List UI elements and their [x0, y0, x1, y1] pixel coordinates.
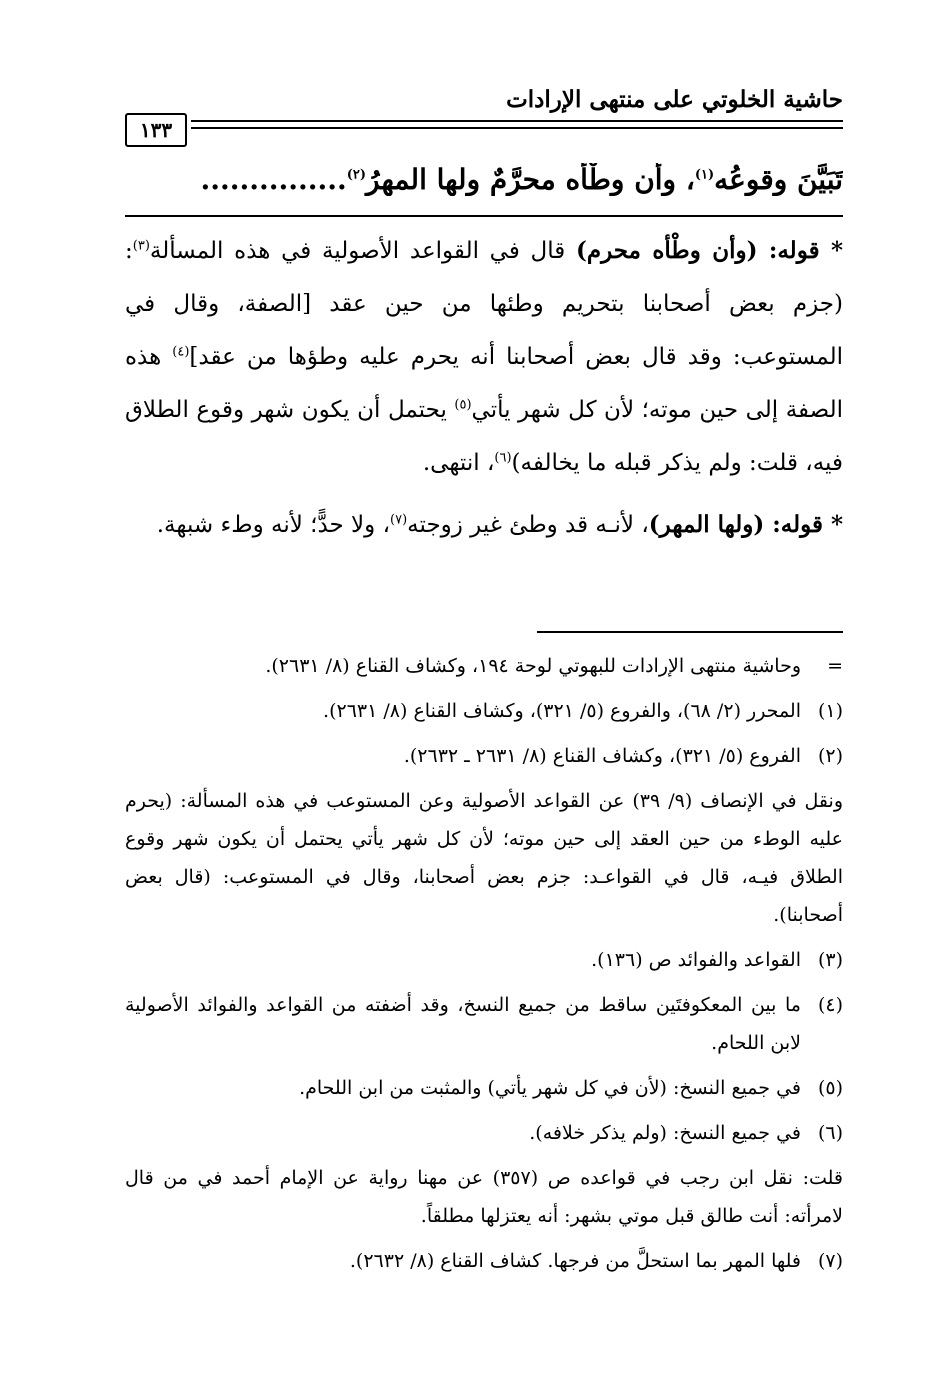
footnote-item	[125, 1114, 843, 1152]
footnote-ref: (٥)	[454, 397, 472, 413]
commentary-lemma: * قوله: (وأن وطْأه محرم)	[575, 237, 843, 264]
footnotes	[125, 647, 843, 1287]
commentary-text: : (جزم بعض أصحابنا بتحريم وطئها من حين عقد [الصفة، وقال في المستوعب: وقد قال بعض أصحابنا أنه يحرم عليه وطؤها من عقد]	[125, 238, 843, 370]
footnote-item	[125, 941, 843, 979]
commentary-text: قال في القواعد الأصولية في هذه المسألة	[149, 238, 576, 264]
footnote-number: (٧)	[817, 1250, 843, 1272]
footnote-text: في جميع النسخ: (ولم يذكر خلافه).	[529, 1122, 801, 1144]
matn-text	[125, 163, 843, 196]
footnote-ref: (٧)	[390, 512, 408, 528]
footnote-continuation: ونقل في الإنصاف (٩/ ٣٩) عن القواعد الأصولية وعن المستوعب في هذه المسألة: (يحرم عليه الوطء من حين العقد إلى حين موته؛ لأن كل شهر يأتي يحتمل أن يكون شهر وقوع الطلاق فيـه، قال في القواعـد: جزم بعض أصحابنا، وقال في المستوعب: (قال بعض أصحابنا).	[125, 790, 843, 926]
footnote-item	[125, 737, 843, 775]
footnote-ref: (٣)	[132, 238, 150, 254]
running-header-title: حاشية الخلوتي على منتهى الإرادات	[506, 86, 843, 113]
footnote-ref: (٦)	[494, 450, 512, 466]
commentary-text: ، انتهى.	[422, 450, 495, 476]
commentary-text: ، ولا حدًّ؛ لأنه وطء شبهة.	[156, 512, 391, 538]
footnote-ref: (١)	[694, 167, 715, 183]
footnote-text: فلها المهر بما استحلَّ من فرجها. كشاف القناع (٨/ ٢٦٣٢).	[349, 1250, 801, 1272]
footnote-number: (٦)	[817, 1122, 843, 1144]
page-number: ١٣٣	[125, 113, 187, 147]
footnote-item	[125, 692, 843, 730]
footnote-text: في جميع النسخ: (لأن في كل شهر يأتي) والمثبت من ابن اللحام.	[299, 1077, 801, 1099]
commentary-paragraph-1	[125, 224, 843, 490]
matn-part-2: ، وأن وطْأه محرَّمٌ ولها المهرُ	[366, 163, 695, 196]
footnote-item	[125, 986, 843, 1062]
matn-separator-rule	[125, 215, 843, 217]
footnote-number: (٥)	[817, 1077, 843, 1099]
footnote-number: =	[827, 655, 843, 677]
footnote-text: القواعد والفوائد ص (١٣٦).	[591, 949, 801, 971]
footnote-number: (١)	[817, 700, 843, 722]
footnote-text: المحرر (٢/ ٦٨)، والفروع (٥/ ٣٢١)، وكشاف القناع (٨/ ٢٦٣١).	[323, 700, 801, 722]
matn-part-1: تَبَيَّنَ وقوعُه	[714, 163, 843, 196]
footnote-item	[125, 1069, 843, 1107]
commentary-text: يحتمل أن يكون شهر وقوع الطلاق فيه، قلت: ولم يذكر قبله ما يخالفه)	[125, 397, 843, 476]
footnote-ref: (٢)	[346, 167, 366, 183]
commentary-lemma: * قوله: (ولها المهر)	[648, 511, 843, 538]
matn-dots: ...............	[200, 163, 347, 196]
footnote-text: وحاشية منتهى الإرادات للبهوتي لوحة ١٩٤، وكشاف القناع (٨/ ٢٦٣١).	[265, 655, 801, 677]
footnote-ref: (٤)	[172, 344, 190, 360]
footnote-number: (٤)	[817, 994, 843, 1016]
footnote-continuation: قلت: نقل ابن رجب في قواعده ص (٣٥٧) عن مهنا رواية عن الإمام أحمد في من قال لامرأته: أنت طالق قبل موتي بشهر: أنه يعتزلها مطلقاً.	[125, 1167, 843, 1227]
header-double-rule	[191, 120, 843, 129]
commentary-text: هذه الصفة إلى حين موته؛ لأن كل شهر يأتي	[125, 344, 843, 423]
footnote-number: (٢)	[817, 745, 843, 767]
footnote-item	[125, 1242, 843, 1280]
footnote-text: الفروع (٥/ ٣٢١)، وكشاف القناع (٨/ ٢٦٣١ ـ ٢٦٣٢).	[403, 745, 801, 767]
commentary-body	[125, 224, 843, 552]
footnote-item	[125, 647, 843, 685]
footnote-number: (٣)	[817, 949, 843, 971]
footnote-text: ما بين المعكوفتَين ساقط من جميع النسخ، وقد أضفته من القواعد والفوائد الأصولية لابن اللحام.	[125, 994, 801, 1054]
footnote-separator-rule	[537, 631, 843, 633]
commentary-paragraph-2	[125, 498, 843, 552]
commentary-text: ، لأنـه قد وطئ غير زوجته	[407, 512, 649, 538]
